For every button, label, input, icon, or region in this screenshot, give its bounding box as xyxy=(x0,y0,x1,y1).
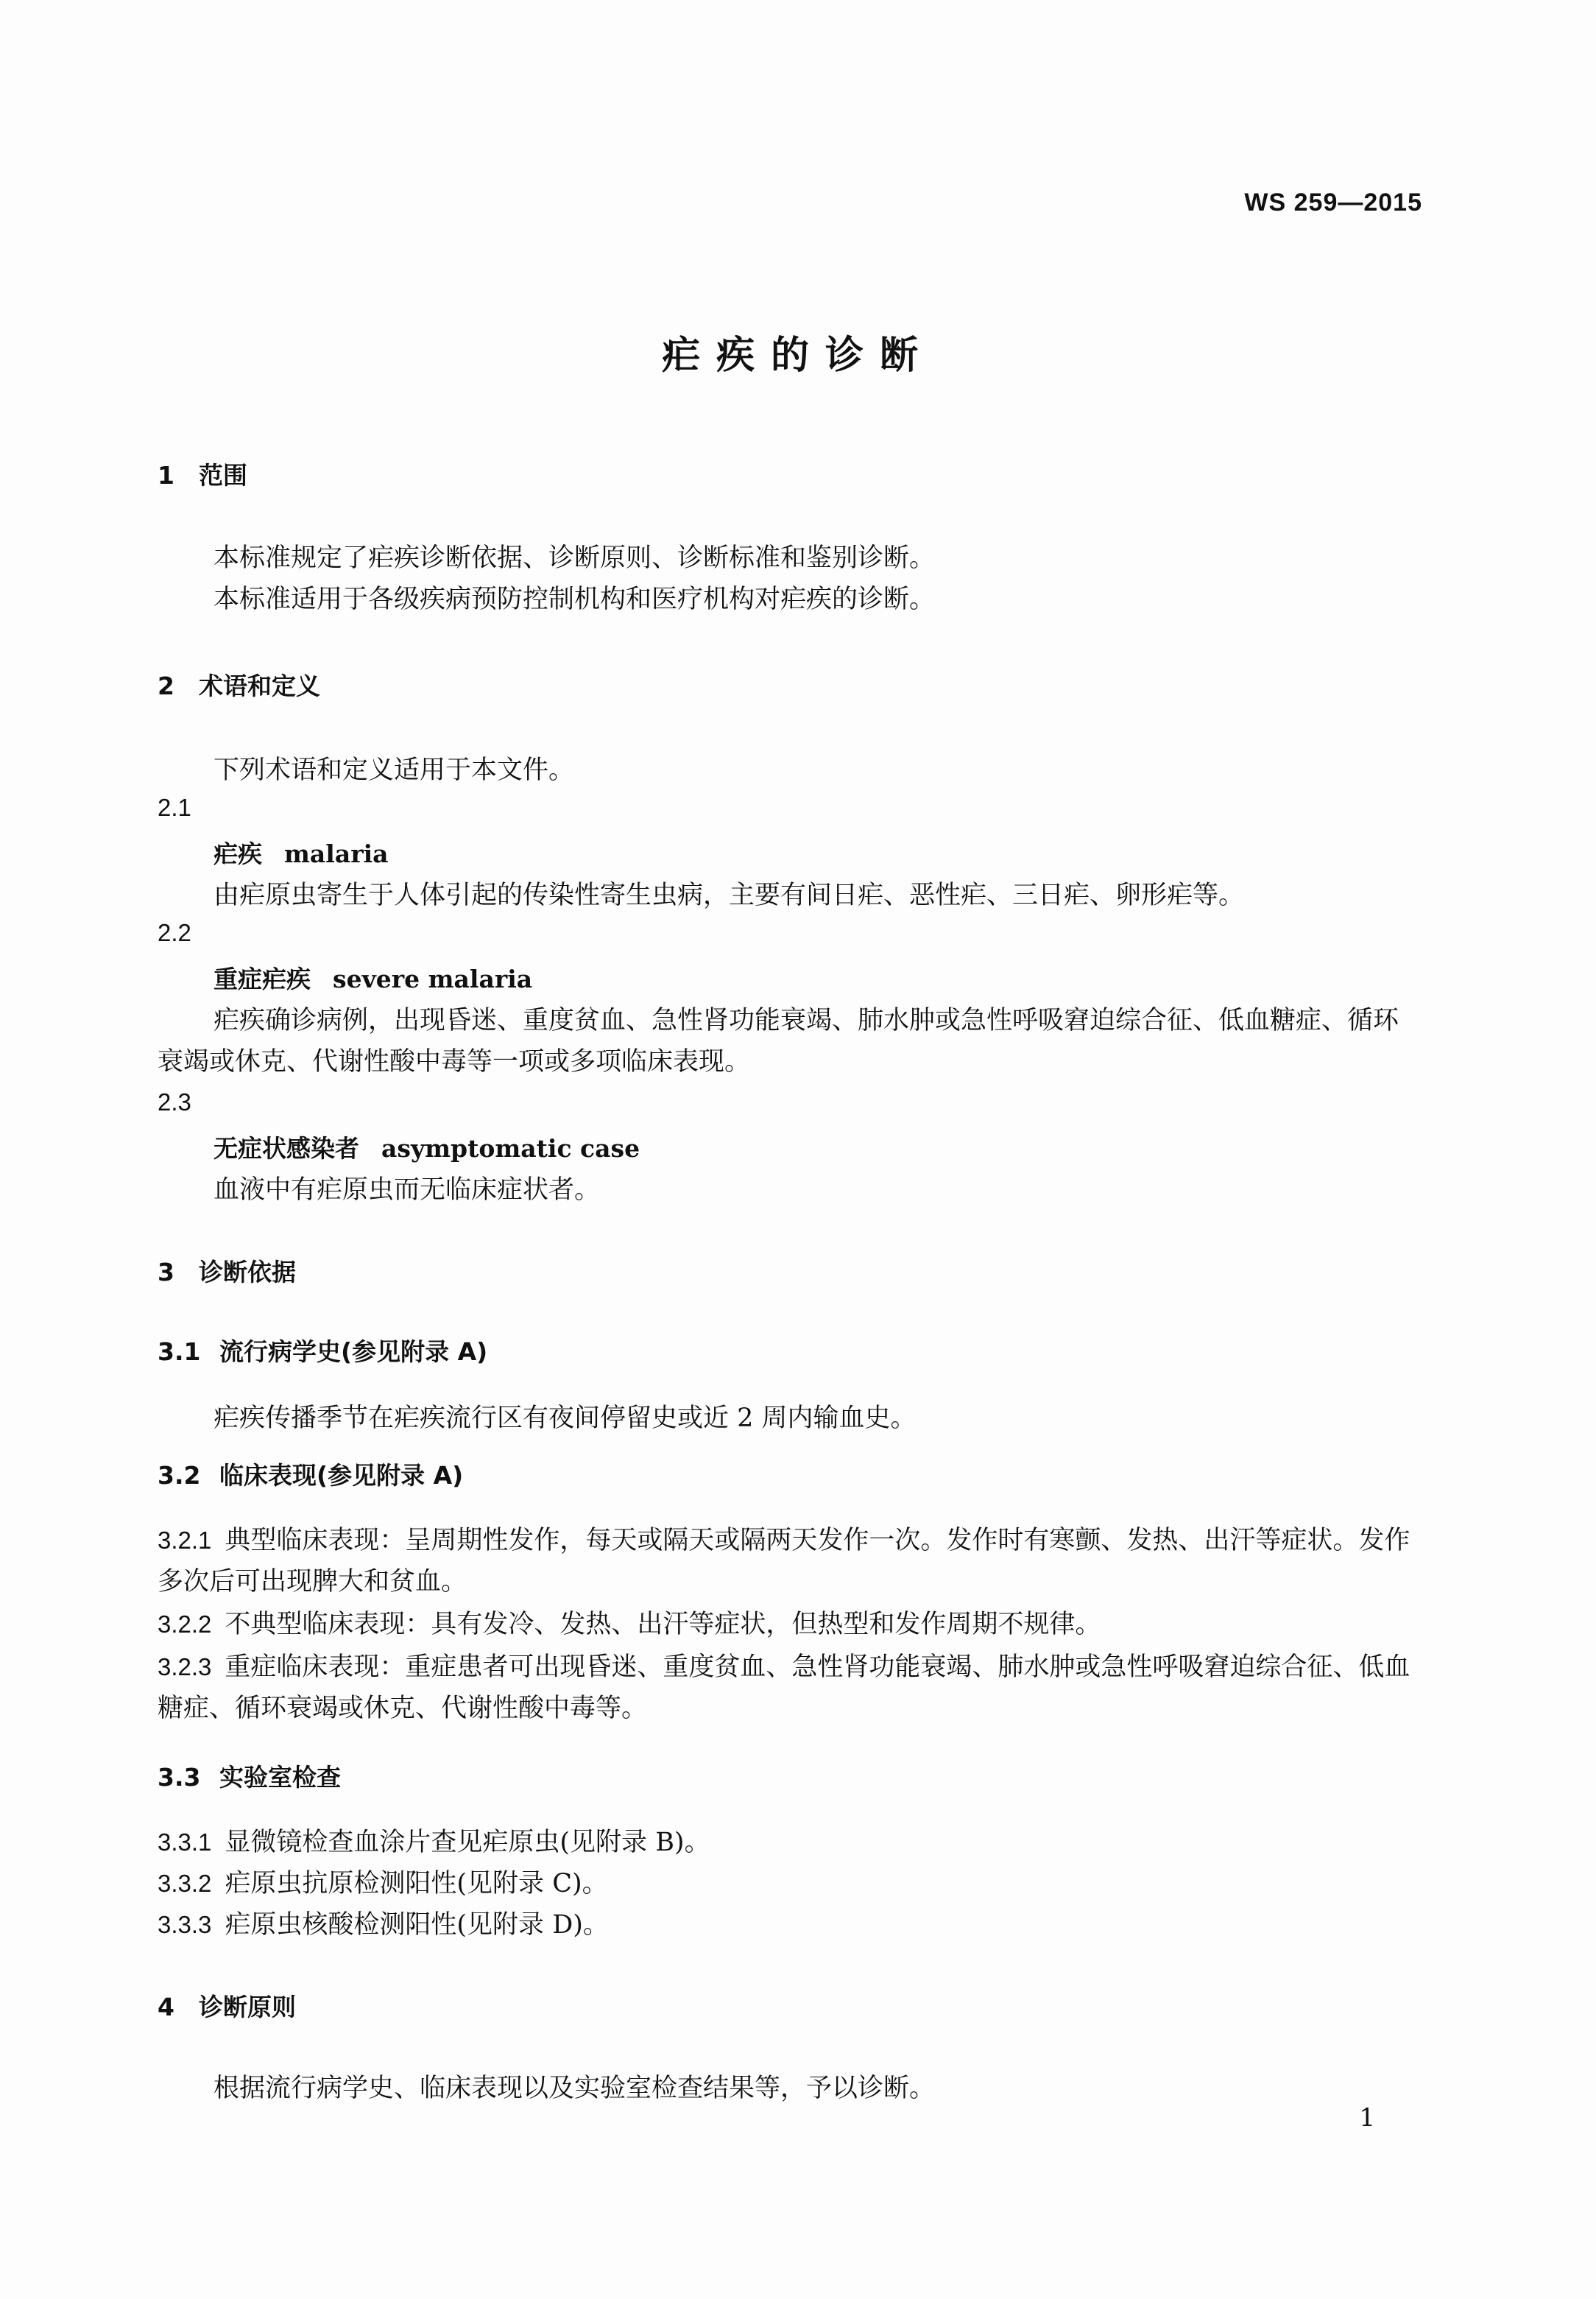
term-number: 2.1 xyxy=(158,794,191,821)
clause-text: 典型临床表现：呈周期性发作，每天或隔天或隔两天发作一次。发作时有寒颤、发热、出汗等症状。发作多次后可出现脾大和贫血。 xyxy=(158,1526,1410,1596)
subsection-number: 3.1 xyxy=(158,1337,201,1366)
paragraph: 下列术语和定义适用于本文件。 xyxy=(213,756,575,785)
page-number: 1 xyxy=(1359,2103,1375,2133)
subsection-3-1-heading xyxy=(158,1333,487,1367)
section-number: 3 xyxy=(158,1258,174,1286)
term-zh: 疟疾 xyxy=(213,839,262,868)
clause-number: 3.3.3 xyxy=(158,1911,212,1938)
section-number: 4 xyxy=(158,1993,174,2021)
clause-text: 重症临床表现：重症患者可出现昏迷、重度贫血、急性肾功能衰竭、肺水肿或急性呼吸窘迫综合征、低血糖症、循环衰竭或休克、代谢性酸中毒等。 xyxy=(158,1652,1410,1723)
subsection-3-3-heading xyxy=(158,1758,341,1793)
clause xyxy=(158,1863,608,1904)
term-heading xyxy=(213,835,389,870)
paragraph: 疟疾传播季节在疟疾流行区有夜间停留史或近 2 周内输血史。 xyxy=(213,1404,917,1433)
section-title: 诊断依据 xyxy=(199,1258,296,1286)
clause-text: 疟原虫核酸检测阳性(见附录 D)。 xyxy=(225,1910,609,1940)
term-heading xyxy=(213,1130,640,1164)
clause-text: 疟原虫抗原检测阳性(见附录 C)。 xyxy=(225,1869,608,1898)
subsection-number: 3.2 xyxy=(158,1461,201,1490)
section-2-heading xyxy=(158,667,320,702)
clause-text: 不典型临床表现：具有发冷、发热、出汗等症状，但热型和发作周期不规律。 xyxy=(225,1610,1101,1639)
section-number: 2 xyxy=(158,672,174,700)
term-definition: 由疟原虫寄生于人体引起的传染性寄生虫病，主要有间日疟、恶性疟、三日疟、卵形疟等。 xyxy=(213,881,1245,910)
subsection-title: 实验室检查 xyxy=(219,1763,341,1792)
clause-number: 3.2.1 xyxy=(158,1527,212,1554)
term-en: severe malaria xyxy=(333,965,533,993)
clause-text: 显微镜检查血涂片查见疟原虫(见附录 B)。 xyxy=(225,1828,710,1857)
section-number: 1 xyxy=(158,461,174,490)
term-zh: 重症疟疾 xyxy=(213,965,311,993)
term-zh: 无症状感染者 xyxy=(213,1134,359,1163)
term-number: 2.2 xyxy=(158,919,191,946)
clause-number: 3.2.3 xyxy=(158,1653,212,1680)
term-en: malaria xyxy=(284,839,389,868)
clause-number: 3.3.2 xyxy=(158,1870,212,1897)
clause xyxy=(158,1822,710,1863)
section-title: 术语和定义 xyxy=(199,672,320,700)
clause xyxy=(158,1904,609,1946)
subsection-3-2-heading xyxy=(158,1457,463,1491)
clause xyxy=(158,1520,1424,1602)
clause xyxy=(158,1604,1424,1645)
section-1-heading xyxy=(158,457,247,491)
clause-number: 3.3.1 xyxy=(158,1828,212,1856)
term-definition: 疟疾确诊病例，出现昏迷、重度贫血、急性肾功能衰竭、肺水肿或急性呼吸窘迫综合征、低血糖症、循环衰竭或休克、代谢性酸中毒等一项或多项临床表现。 xyxy=(158,1006,1399,1077)
term-number: 2.3 xyxy=(158,1088,191,1116)
standard-number: WS 259—2015 xyxy=(1244,189,1422,216)
subsection-number: 3.3 xyxy=(158,1763,201,1792)
subsection-title: 临床表现(参见附录 A) xyxy=(219,1461,464,1490)
section-4-heading xyxy=(158,1988,296,2023)
section-title: 诊断原则 xyxy=(199,1993,296,2021)
term-en: asymptomatic case xyxy=(381,1134,640,1163)
subsection-title: 流行病学史(参见附录 A) xyxy=(219,1337,488,1366)
term-heading xyxy=(213,960,532,995)
section-3-heading xyxy=(158,1253,296,1288)
clause xyxy=(158,1647,1424,1729)
document-title: 疟疾的诊断 xyxy=(661,334,934,378)
clause-number: 3.2.2 xyxy=(158,1610,212,1638)
section-title: 范围 xyxy=(199,461,247,490)
paragraph: 本标准规定了疟疾诊断依据、诊断原则、诊断标准和鉴别诊断。 xyxy=(213,543,936,573)
term-definition: 血液中有疟原虫而无临床症状者。 xyxy=(213,1175,601,1205)
paragraph: 根据流行病学史、临床表现以及实验室检查结果等，予以诊断。 xyxy=(213,2074,936,2103)
paragraph: 本标准适用于各级疾病预防控制机构和医疗机构对疟疾的诊断。 xyxy=(213,585,936,614)
